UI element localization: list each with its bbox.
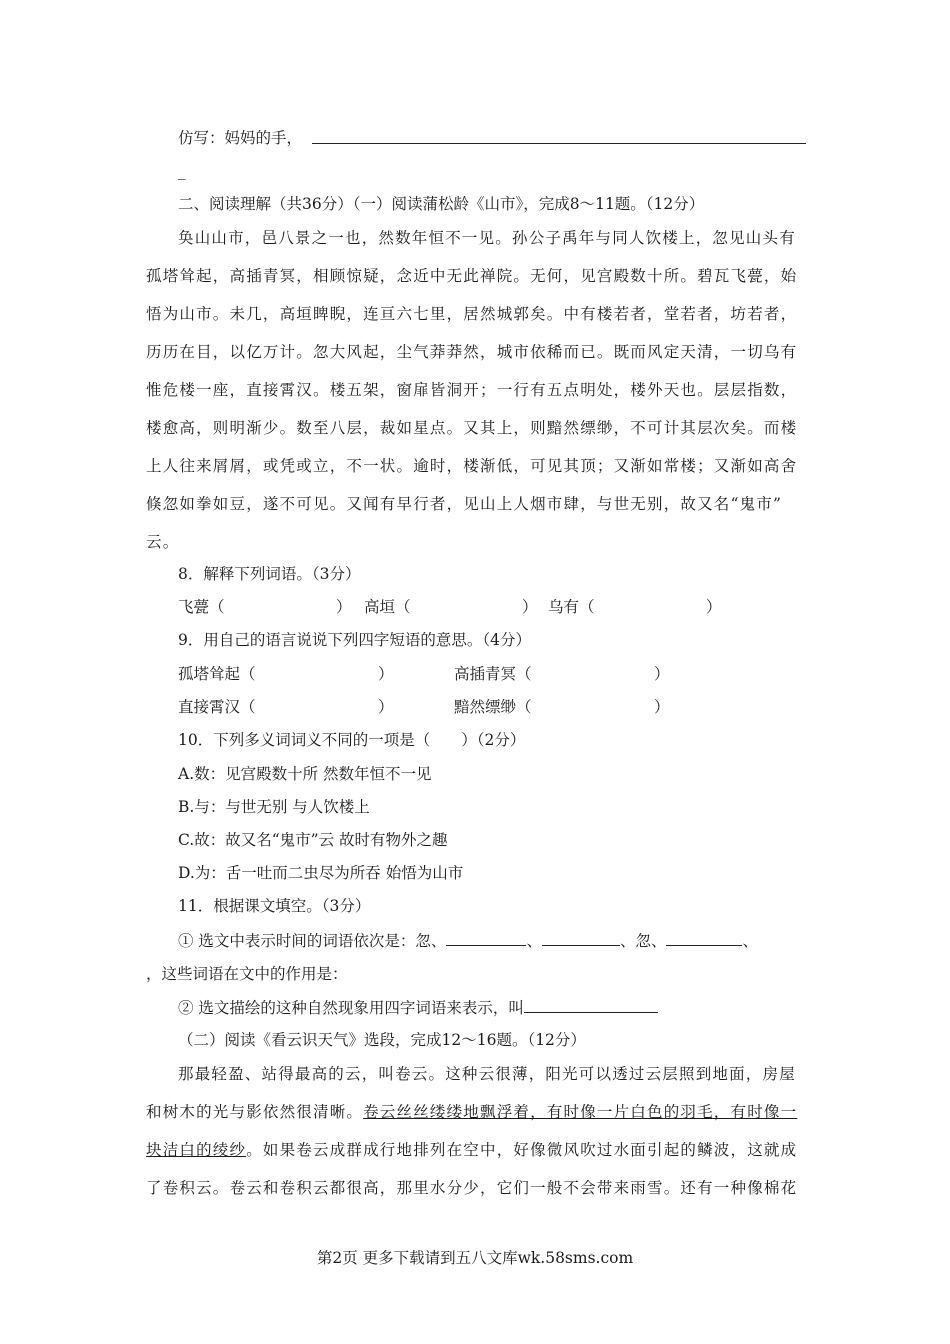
q9-term: 直接霄汉（ — [178, 698, 256, 716]
q8-term-close: ） — [706, 598, 722, 616]
q9-term-close: ） — [654, 698, 670, 716]
passage2-line: 了卷积云。卷云和卷积云都很高，那里水分少，它们一般不会带来雨雪。还有一种像棉花 — [146, 1179, 798, 1197]
page-footer: 第2页 更多下载请到五八文库wk.58sms.com — [316, 1249, 634, 1267]
q9-term-close: ） — [378, 665, 394, 683]
imitation-blank — [312, 143, 806, 144]
q8-term: 飞甍（ — [178, 598, 225, 616]
answer-blank[interactable] — [542, 931, 620, 946]
q10-title: 10．下列多义词词义不同的一项是（ ）（2分） — [178, 731, 526, 749]
answer-blank[interactable] — [666, 931, 742, 946]
passage1-line: 倏忽如拳如豆，遂不可见。又闻有早行者，见山上人烟市肆，与世无别，故又名“鬼市” — [146, 495, 783, 513]
q11-item1-prefix: ① 选文中表示时间的词语依次是：忽、 — [178, 932, 447, 950]
part2-heading: （二）阅读《看云识天气》选段，完成12～16题。（12分） — [178, 1031, 586, 1049]
q9-term: 孤塔耸起（ — [178, 665, 256, 683]
passage1-line: 历历在目，以亿万计。忽大风起，尘气莽莽然，城市依稀而已。既而风定天清，一切乌有 — [146, 343, 798, 361]
imitation-label: 仿写：妈妈的手， — [178, 129, 303, 147]
underlined-sentence: 卷云丝丝缕缕地飘浮着，有时像一片白色的羽毛，有时像一 — [363, 1103, 798, 1121]
passage1-line: 孤塔耸起，高插青冥，相顾惊疑，念近中无此禅院。无何，见宫殿数十所。碧瓦飞甍，始 — [146, 267, 798, 285]
separator: 、忽、 — [619, 932, 667, 950]
answer-blank[interactable] — [524, 998, 658, 1013]
q10-option-c: C.故：故又名“鬼市”云 故时有物外之趣 — [178, 831, 448, 849]
passage1-line: 上人往来屑屑，或凭或立，不一状。逾时，楼渐低，可见其顶；又渐如常楼；又渐如高舍 — [146, 457, 798, 475]
q9-term: 黯然缥缈（ — [454, 698, 532, 716]
q8-term-close: ） — [522, 598, 538, 616]
q8-title: 8．解释下列词语。（3分） — [178, 565, 361, 583]
section2-heading: 二、阅读理解（共36分）（一）阅读蒲松龄《山市》，完成8～11题。（12分） — [178, 195, 705, 213]
passage2-line: 那最轻盈、站得最高的云，叫卷云。这种云很薄，阳光可以透过云层照到地面，房屋 — [178, 1065, 796, 1083]
underlined-sentence: 块洁白的绫纱 — [146, 1141, 247, 1159]
passage2-line — [146, 1140, 797, 1160]
q11-item1 — [178, 931, 758, 951]
q8-term-close: ） — [336, 598, 352, 616]
imitation-line — [178, 128, 302, 148]
passage2-text: 。如果卷云成群成行地排列在空中，好像微风吹过水面引起的鳞波，这就成 — [246, 1141, 798, 1159]
q9-term-close: ） — [654, 665, 670, 683]
passage1-line: 悟为山市。未几，高垣睥睨，连亘六七里，居然城郭矣。中有楼若者，堂若者，坊若者， — [146, 305, 798, 323]
q8-term: 高垣（ — [364, 598, 411, 616]
q10-option-a: A.数：见宫殿数十所 然数年恒不一见 — [178, 765, 432, 783]
q10-option-d: D.为：舌一吐而二虫尽为所吞 始悟为山市 — [178, 864, 464, 882]
separator: 、 — [742, 932, 758, 950]
q11-item2-text: ② 选文描绘的这种自然现象用四字词语来表示，叫 — [178, 999, 524, 1017]
passage2-line — [146, 1102, 797, 1122]
imitation-tail: _ — [178, 162, 186, 180]
passage1-line: 楼愈高，则明渐少。数至八层，裁如星点。又其上，则黯然缥缈，不可计其层次矣。而楼 — [146, 419, 798, 437]
q8-term: 乌有（ — [548, 598, 595, 616]
q9-term: 高插青冥（ — [454, 665, 532, 683]
passage1-line: 奂山山市，邑八景之一也，然数年恒不一见。孙公子禹年与同人饮楼上，忽见山头有 — [178, 229, 796, 247]
q9-term-close: ） — [378, 698, 394, 716]
q10-option-b: B.与：与世无别 与人饮楼上 — [178, 798, 370, 816]
q11-item1-line2: ，这些词语在文中的作用是： — [146, 965, 348, 983]
passage2-text: 和树木的光与影依然很清晰。 — [146, 1103, 364, 1121]
answer-blank[interactable] — [446, 931, 526, 946]
passage1-line: 惟危楼一座，直接霄汉。楼五架，窗扉皆洞开；一行有五点明处，楼外天也。层层指数， — [146, 381, 798, 399]
q9-title: 9．用自己的语言说说下列四字短语的意思。（4分） — [178, 631, 531, 649]
q11-item2 — [178, 998, 658, 1018]
separator: 、 — [526, 932, 542, 950]
passage1-line: 云。 — [146, 533, 180, 551]
q11-title: 11．根据课文填空。（3分） — [178, 897, 371, 915]
